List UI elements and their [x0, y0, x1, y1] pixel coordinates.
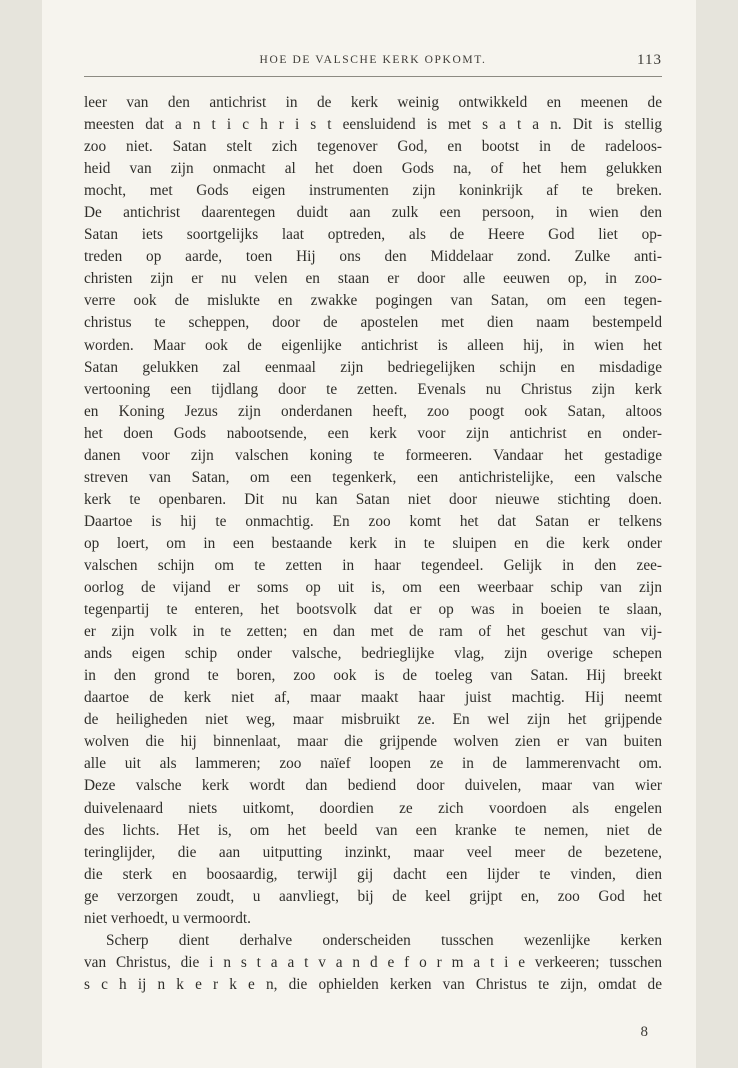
text-line: vertooning een tijdlang door te zetten. Evenals nu Christus zijn kerk — [84, 380, 662, 398]
text-line: kerk te openbaren. Dit nu kan Satan niet door nieuwe stichting doen. — [84, 490, 662, 508]
header-rule — [84, 76, 662, 77]
page-header — [84, 52, 662, 72]
text-line: leer van den antichrist in de kerk weinig ontwikkeld en meenen de — [84, 94, 662, 111]
text-line: de heiligheden niet weg, maar misbruikt ze. En wel zijn het grijpende — [84, 711, 662, 729]
text-line: in den grond te boren, zoo ook is de toeleg van Satan. Hij breekt — [84, 667, 662, 685]
text-line: oorlog de vijand er soms op uit is, om een weerbaar schip van zijn — [84, 579, 662, 597]
text-line: heid van zijn onmacht al het doen Gods na, of het hem gelukken — [84, 160, 662, 178]
text-line: Deze valsche kerk wordt dan bediend door duivelen, maar van wier — [84, 777, 662, 795]
text-line: worden. Maar ook de eigenlijke antichrist is alleen hij, in wien het — [84, 336, 662, 354]
text-line: mocht, met Gods eigen instrumenten zijn koninkrijk af te breken. — [84, 182, 662, 200]
text-line: christen zijn er nu velen en staan er door alle eeuwen op, in zoo- — [84, 270, 662, 288]
text-line: ands eigen schip onder valsche, bedrieglijke vlag, zijn overige schepen — [84, 645, 662, 663]
text-line: teringlijder, die aan uitputting inzinkt, maar veel meer de bezetene, — [84, 843, 662, 861]
text-line: van Christus, die i n s t a a t v a n d e f o r m a t i e verkeeren; tusschen — [84, 953, 662, 971]
text-line: wolven die hij binnenlaat, maar die grijpende wolven zien er van buiten — [84, 733, 662, 751]
text-line: Scherp dient derhalve onderscheiden tusschen wezenlijke kerken — [106, 931, 662, 949]
text-line: De antichrist daarentegen duidt aan zulk een persoon, in wien den — [84, 204, 662, 222]
text-line: treden op aarde, toen Hij ons den Middelaar zond. Zulke anti- — [84, 248, 662, 266]
text-line: zoo niet. Satan stelt zich tegenover God, en bootst in de radeloos- — [84, 138, 662, 156]
text-line: daartoe de kerk niet af, maar maakt haar juist machtig. Hij neemt — [84, 689, 662, 707]
text-line: Daartoe is hij te onmachtig. En zoo komt het dat Satan er telkens — [84, 512, 662, 530]
text-line: ge verzorgen zoudt, u aanvliegt, bij de keel grijpt en, zoo God het — [84, 887, 662, 905]
text-line: s c h ij n k e r k e n, die ophielden kerken van Christus te zijn, omdat de — [84, 975, 662, 993]
text-line: verre ook de mislukte en zwakke pogingen van Satan, om een tegen- — [84, 292, 662, 310]
signature-mark: 8 — [640, 1024, 648, 1040]
text-line: meesten dat a n t i c h r i s t eensluidend is met s a t a n. Dit is stellig — [84, 116, 662, 134]
text-line: er zijn volk in te zetten; en dan met de ram of het geschut van vij- — [84, 623, 662, 641]
text-line: Satan iets soortgelijks laat optreden, als de Heere God liet op- — [84, 226, 662, 244]
text-line: Satan gelukken zal eenmaal zijn bedriegelijken schijn en misdadige — [84, 358, 662, 376]
text-line: valschen schijn om te zetten in haar tegendeel. Gelijk in den zee- — [84, 556, 662, 574]
text-line: christus te scheppen, door de apostelen met dien naam bestempeld — [84, 314, 662, 332]
page-number: 113 — [637, 52, 662, 68]
text-line: het doen Gods nabootsende, een kerk voor zijn antichrist en onder- — [84, 424, 662, 442]
text-line: des lichts. Het is, om het beeld van een kranke te nemen, niet de — [84, 821, 662, 839]
text-line: streven van Satan, om een tegenkerk, een antichristelijke, een valsche — [84, 468, 662, 486]
text-line: niet verhoedt, u vermoordt. — [84, 909, 251, 927]
text-line: en Koning Jezus zijn onderdanen heeft, zoo poogt ook Satan, altoos — [84, 402, 662, 420]
text-line: tegenpartij te enteren, het bootsvolk dat er op was in boeien te slaan, — [84, 601, 662, 619]
text-line: op loert, om in een bestaande kerk in te sluipen en die kerk onder — [84, 534, 662, 552]
body-text — [84, 92, 662, 996]
running-head: HOE DE VALSCHE KERK OPKOMT. — [259, 54, 487, 66]
text-line: die sterk en boosaardig, terwijl gij dacht een lijder te vinden, dien — [84, 865, 662, 883]
text-line: danen voor zijn valschen koning te formeeren. Vandaar het gestadige — [84, 446, 662, 464]
text-line: alle uit als lammeren; zoo naïef loopen ze in de lammerenvacht om. — [84, 755, 662, 773]
text-line: duivelenaard niets uitkomt, doordien ze zich voordoen als engelen — [84, 799, 662, 817]
